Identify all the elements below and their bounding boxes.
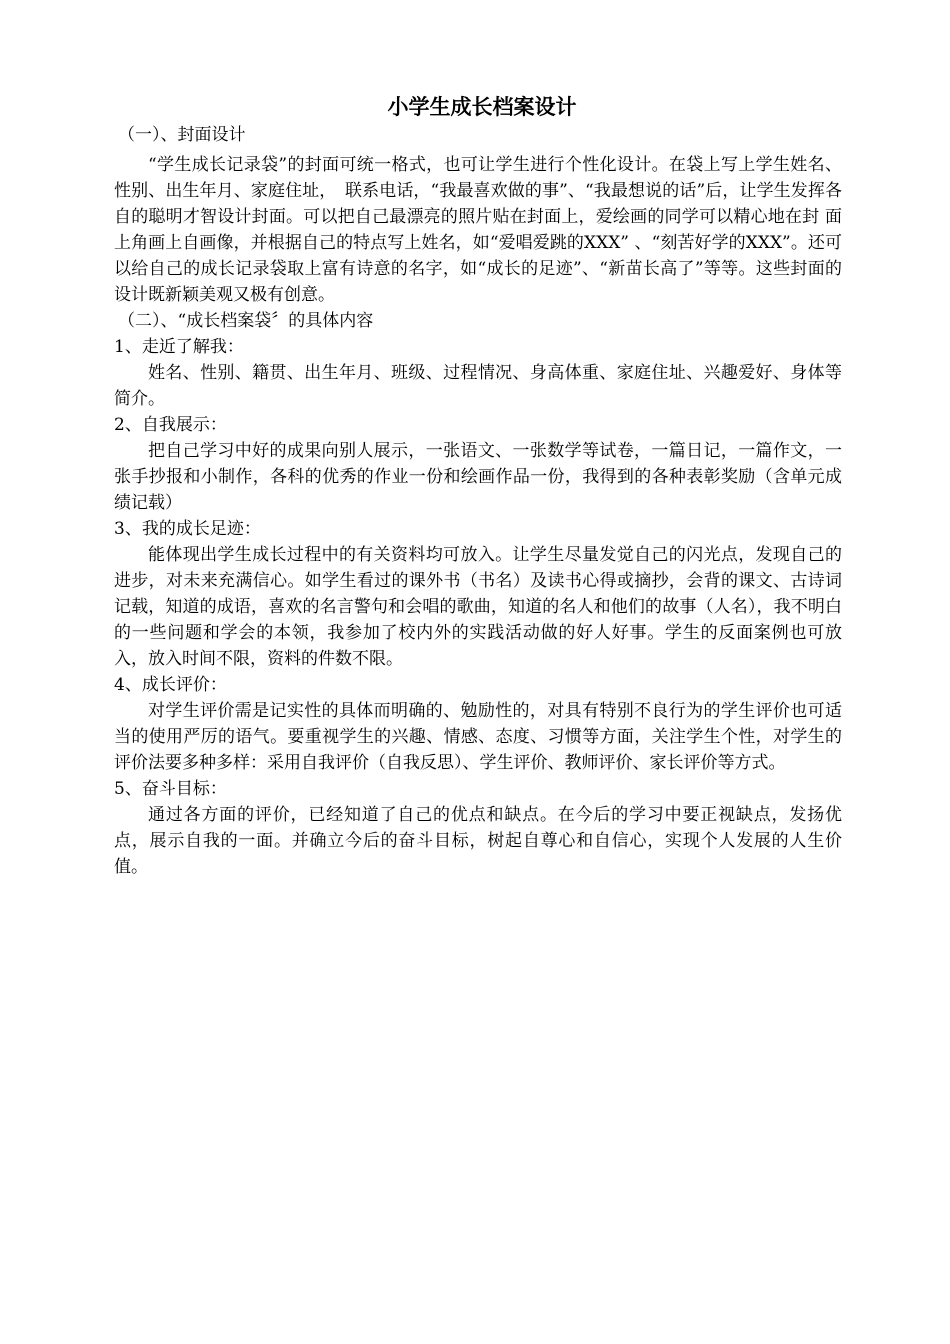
item-body-know-me: 姓名、性别、籍贯、出生年月、班级、过程情况、身高体重、家庭住址、兴趣爱好、身体等简介。 <box>114 363 842 409</box>
item-body-self-display: 把自己学习中好的成果向别人展示，一张语文、一张数学等试卷，一篇日记，一篇作文，一张手抄报和小制作，各科的优秀的作业一份和绘画作品一份，我得到的各种表彰奖励（含单元成绩记载） <box>114 441 842 513</box>
document-page <box>114 92 842 880</box>
item-heading-goals: 5、奋斗目标： <box>114 779 227 799</box>
document-title: 小学生成长档案设计 <box>387 95 577 119</box>
item-body-growth-evaluation: 对学生评价需是记实性的具体而明确的、勉励性的，对具有特别不良行为的学生评价也可适当的使用严厉的语气。要重视学生的兴趣、情感、态度、习惯等方面，关注学生个性，对学生的评价法要多种多样：采用自我评价（自我反思）、学生评价、教师评价、家长评价等方式。 <box>114 701 842 773</box>
item-heading-know-me: 1、走近了解我： <box>114 337 244 357</box>
item-body-growth-footprints: 能体现出学生成长过程中的有关资料均可放入。让学生尽量发觉自己的闪光点，发现自己的进步，对未来充满信心。如学生看过的课外书（书名）及读书心得或摘抄，会背的课文、古诗词记载，知道的成语，喜欢的名言警句和会唱的歌曲，知道的名人和他们的故事（人名），我不明白的一些问题和学会的本领，我参加了校内外的实践活动做的好人好事。学生的反面案例也可放入，放入时间不限，资料的件数不限。 <box>114 545 842 669</box>
section-heading-cover-design: （一）、封面设计 <box>118 125 246 145</box>
item-body-goals: 通过各方面的评价，已经知道了自己的优点和缺点。在今后的学习中要正视缺点，发扬优点，展示自我的一面。并确立今后的奋斗目标，树起自尊心和自信心，实现个人发展的人生价值。 <box>114 805 842 877</box>
item-heading-growth-footprints: 3、我的成长足迹： <box>114 519 261 539</box>
item-heading-self-display: 2、自我展示： <box>114 415 227 435</box>
item-heading-growth-evaluation: 4、成长评价： <box>114 675 227 695</box>
cover-design-paragraph: “学生成长记录袋”的封面可统一格式，也可让学生进行个性化设计。在袋上写上学生姓名、性别、出生年月、家庭住址， 联系电话，“我最喜欢做的事”、“我最想说的话”后，让学生发挥各自的聪明才智设计封面。可以把自己最漂亮的照片贴在封面上，爱绘画的同学可以精心地在封 面上角画上自画像，并根据自己的特点写上姓名，如“爱唱爱跳的XXX” 、“刻苦好学的XXX”。还可以给自己的成长记录袋取上富有诗意的名字，如“成长的足迹”、“新苗长高了”等等。这些封面的设计既新颖美观又极有创意。 <box>114 155 842 305</box>
section-heading-archive-contents: （二）、“成长档案袋〞的具体内容 <box>118 311 374 331</box>
